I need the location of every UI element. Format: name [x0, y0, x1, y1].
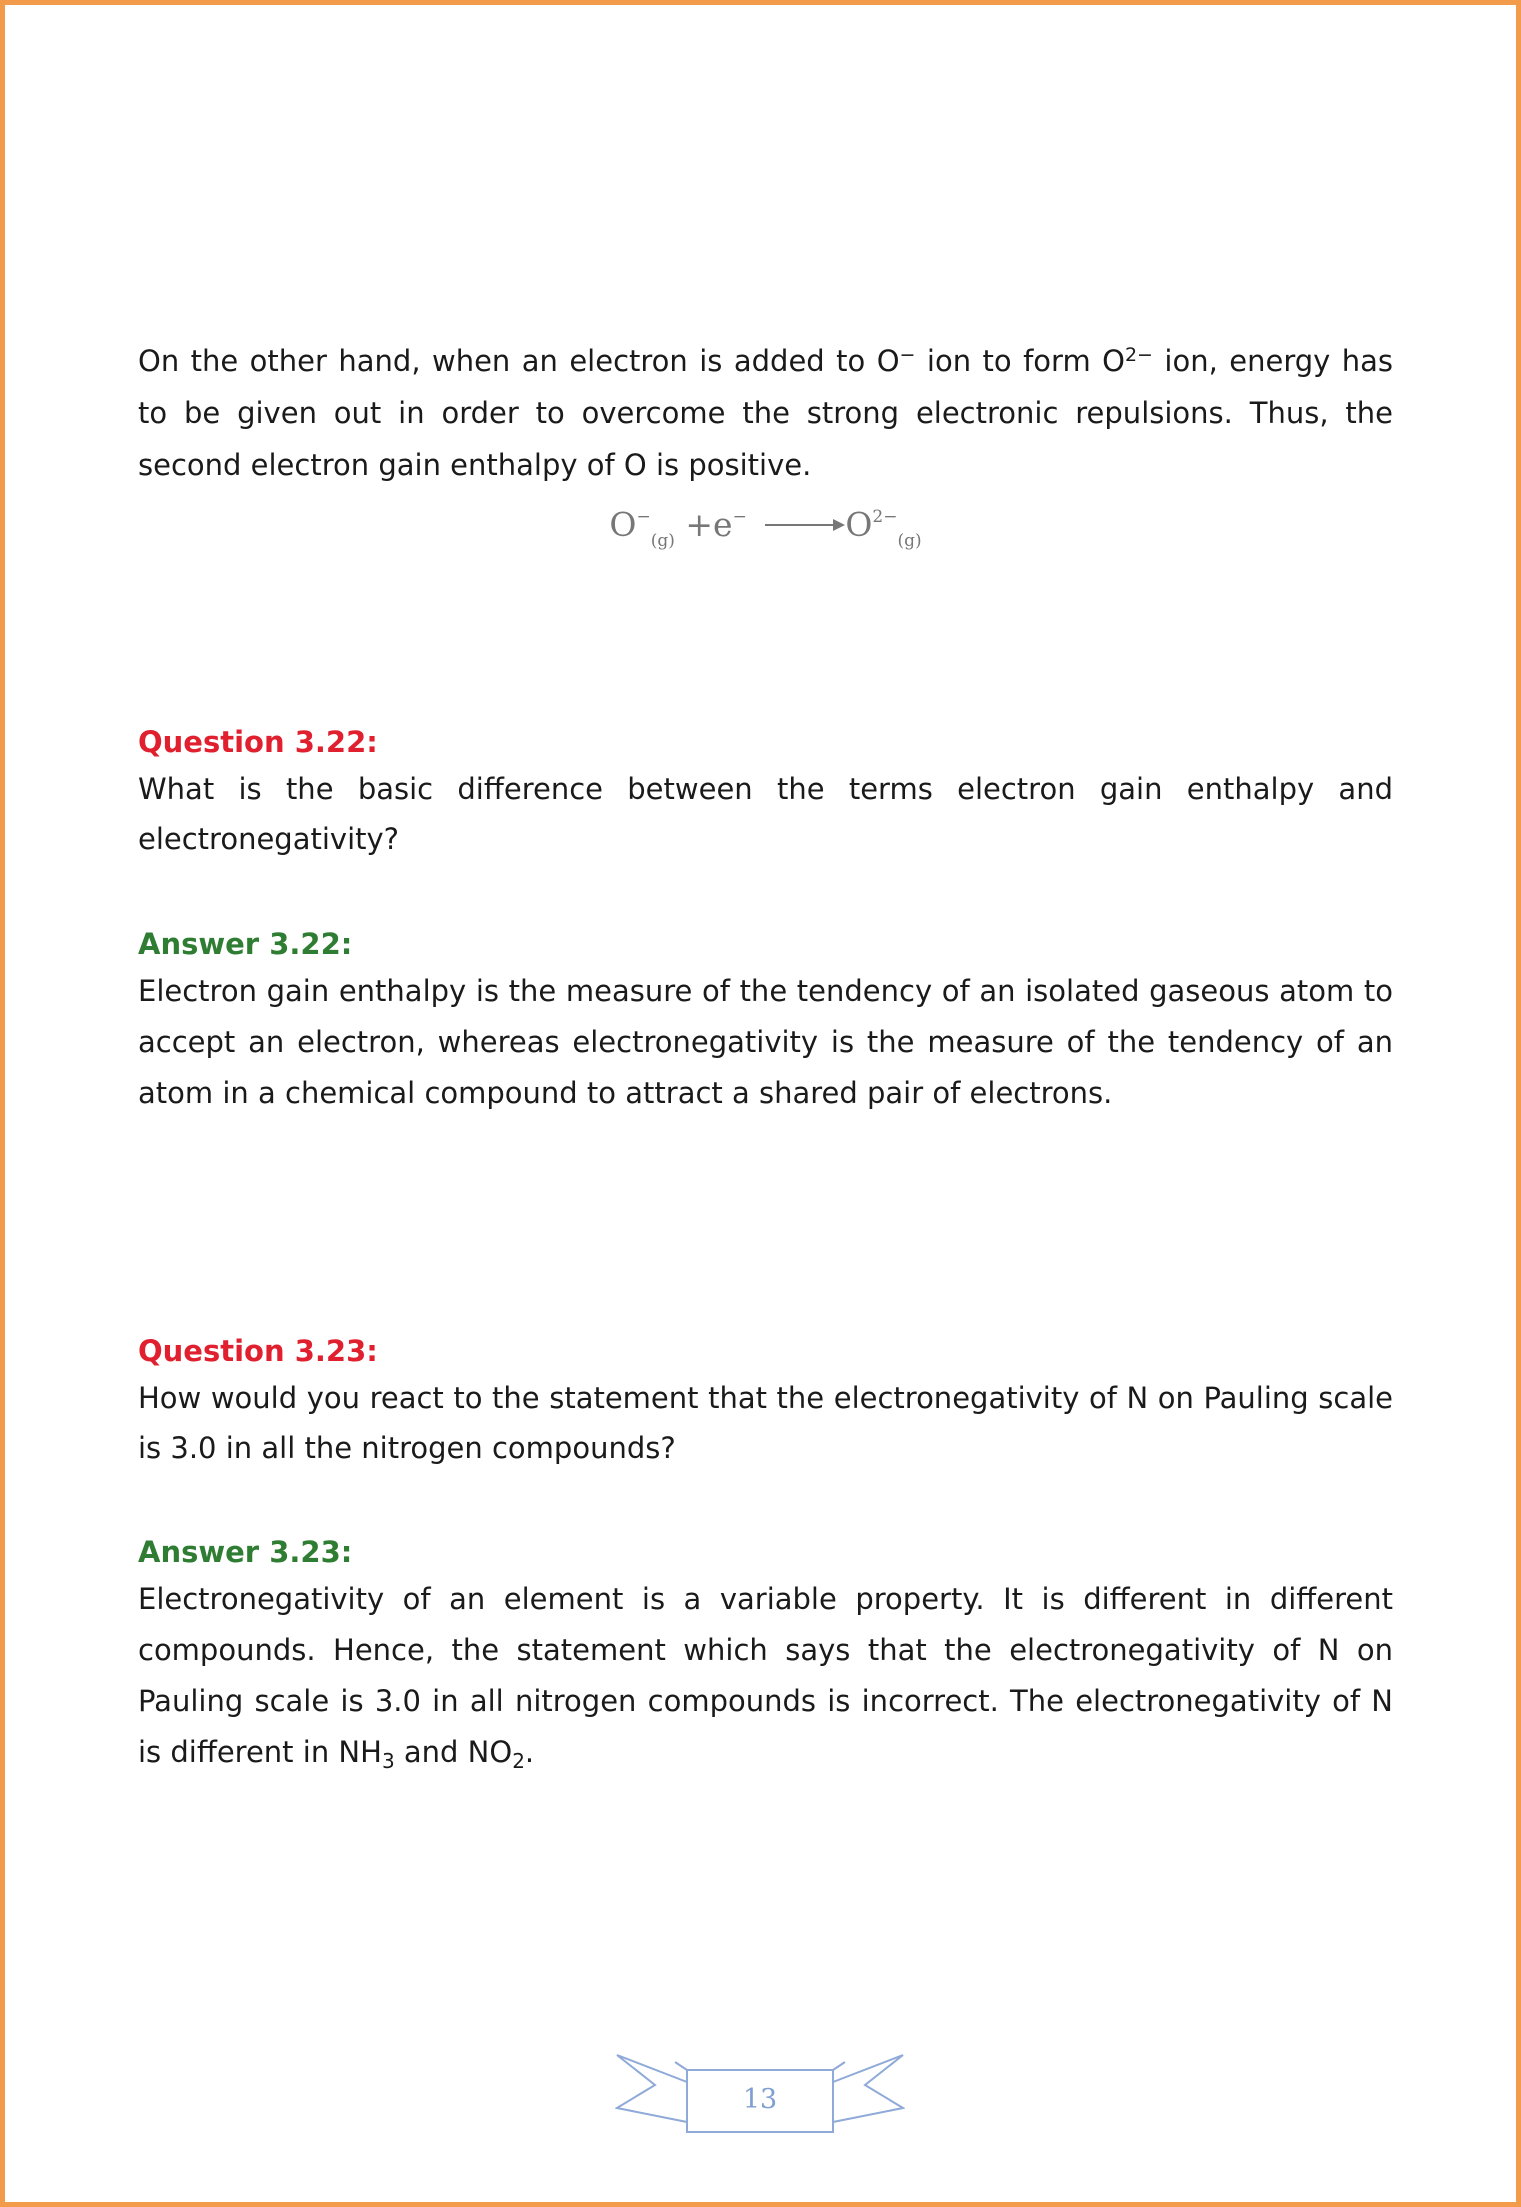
answer-3-22	[138, 922, 1393, 1119]
ion1-charge: −	[899, 344, 916, 366]
question-heading: Question 3.23:	[138, 1334, 378, 1368]
question-heading: Question 3.22:	[138, 725, 378, 759]
question-3-23	[138, 1329, 1393, 1473]
reactant: O	[609, 505, 637, 544]
intro-text-2: ion to form O	[915, 344, 1125, 378]
ion2-charge: 2−	[1124, 344, 1153, 366]
product-charge: 2−	[872, 507, 898, 527]
plus-sign: +	[685, 505, 714, 544]
page-number-ribbon	[615, 2050, 905, 2140]
reactant-state: (g)	[650, 531, 675, 551]
reactant-charge: −	[636, 507, 651, 527]
question-3-22	[138, 720, 1393, 864]
no2-subscript: 2	[512, 1749, 525, 1773]
answer-text-2: and NO	[394, 1735, 513, 1769]
intro-paragraph	[138, 329, 1393, 491]
reaction-equation	[5, 505, 1521, 551]
question-text: What is the basic difference between the terms electron gain enthalpy and electronegativity?	[138, 772, 1393, 856]
intro-text-1: On the other hand, when an electron is added to O	[138, 344, 900, 378]
answer-heading: Answer 3.22:	[138, 927, 353, 961]
answer-text	[138, 1574, 1393, 1787]
electron-charge: −	[732, 507, 747, 527]
answer-3-23	[138, 1530, 1393, 1787]
product: O	[845, 505, 873, 544]
reaction-arrow-icon	[765, 524, 843, 526]
page-number: 13	[742, 2084, 778, 2115]
answer-text-3: .	[524, 1735, 535, 1769]
answer-heading: Answer 3.23:	[138, 1535, 353, 1569]
electron: e	[713, 505, 733, 544]
nh3-subscript: 3	[381, 1749, 395, 1773]
answer-text: Electron gain enthalpy is the measure of the tendency of an isolated gaseous atom to accept an electron, whereas electronegativity is the measure of the tendency of an atom in a chemical compound to attract a shared pair of electrons.	[138, 974, 1393, 1110]
answer-text-1: Electronegativity of an element is a variable property. It is different in different compounds. Hence, the statement which says that the electronegativity of N on Pauling scale is 3.0 in all nitrogen compounds is incorrect. The electronegativity of N is different in NH	[138, 1582, 1393, 1769]
question-text: How would you react to the statement that the electronegativity of N on Pauling scale is 3.0 in all the nitrogen compounds?	[138, 1381, 1393, 1465]
intro-text-3: ion, energy has to be given out in order to overcome the strong electronic repulsions. Thus, the second electron gain enthalpy of O is positive.	[138, 344, 1394, 482]
product-state: (g)	[897, 531, 922, 551]
intro-block	[138, 329, 1393, 491]
